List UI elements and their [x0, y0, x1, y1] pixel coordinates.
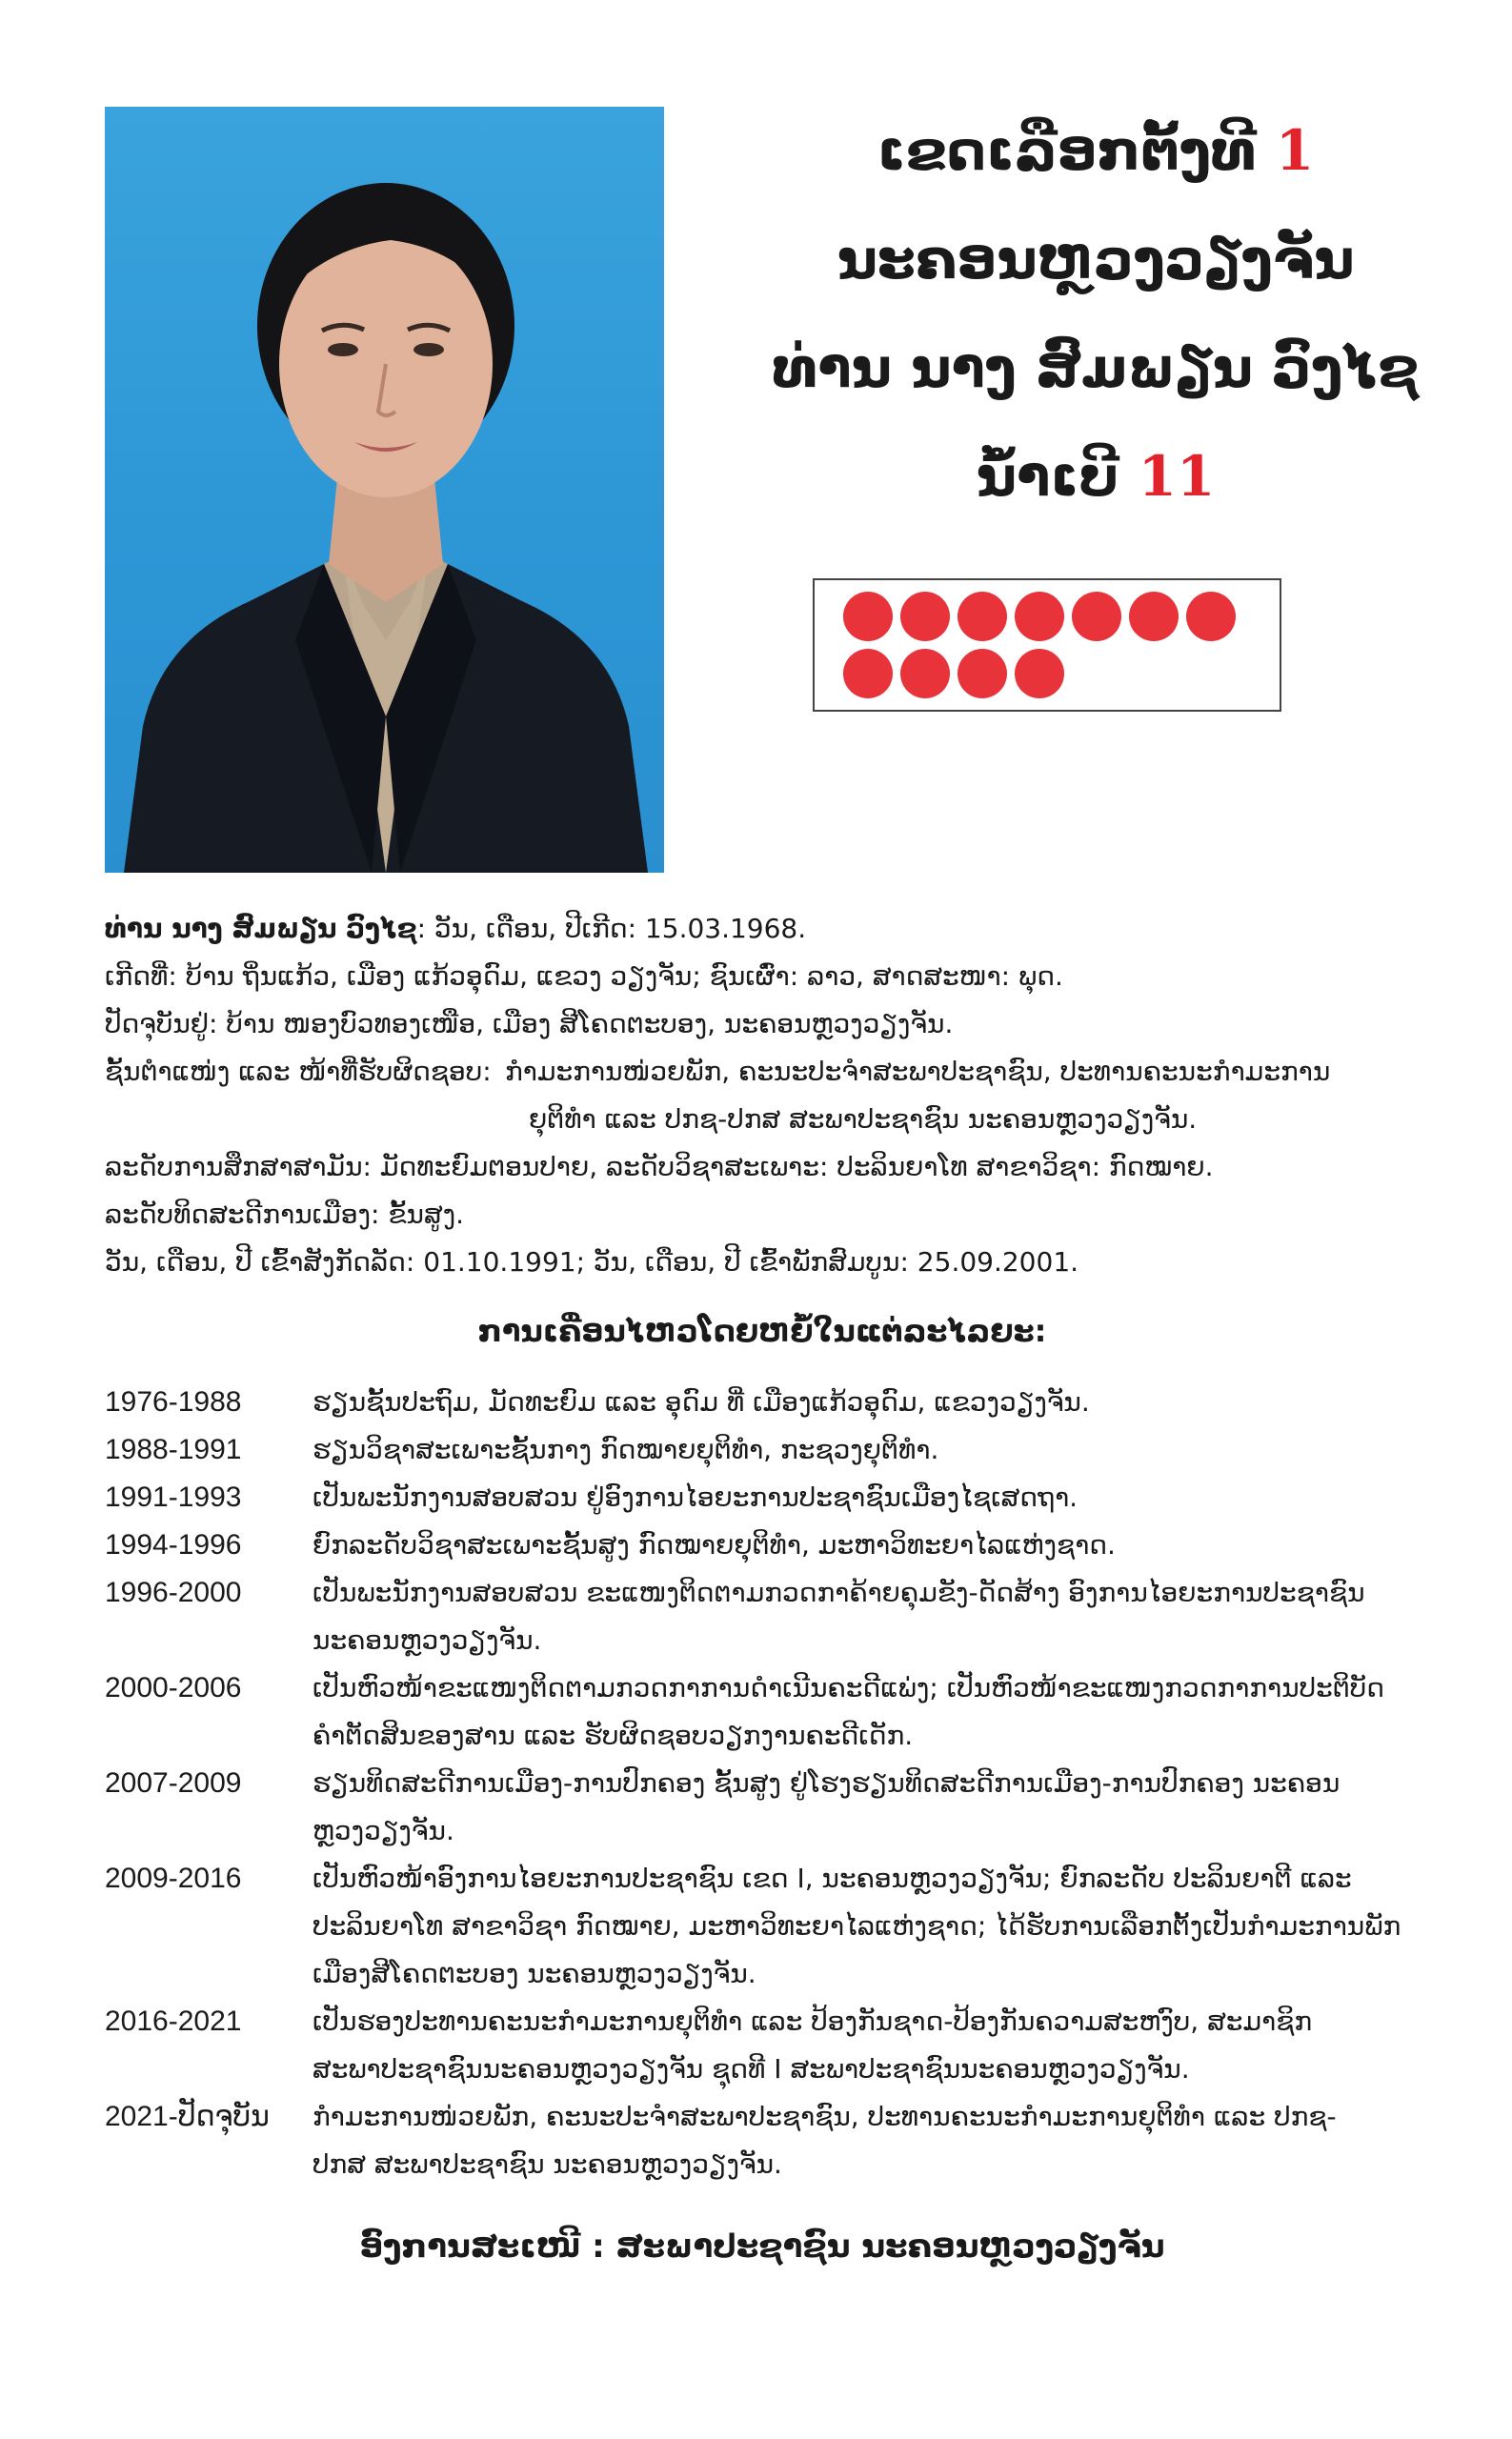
ballot-dot — [843, 649, 893, 698]
bio-political: ລະດັບທິດສະດີການເມືອງ: ຂັ້ນສູງ. — [105, 1199, 465, 1230]
candidate-number: 11 — [1138, 444, 1216, 509]
timeline-description-line: ເປັນພະນັກງານສອບສວນ ຂະແໜງຕິດຕາມກວດກາຄ້າຍຄຸມຂັງ-ດັດສ້າງ ອົງການໄອຍະການປະຊາຊົນ — [312, 1577, 1365, 1608]
candidate-photo — [105, 107, 664, 873]
candidate-number-line — [724, 440, 1467, 513]
bio-name: ທ່ານ ນາງ ສົມພຽນ ວົງໄຊ — [105, 913, 417, 944]
timeline-description-line: ປກສ ສະພາປະຊາຊົນ ນະຄອນຫຼວງວຽງຈັນ. — [312, 2148, 782, 2180]
timeline-description — [312, 1998, 1420, 2093]
bio-position-line — [105, 1048, 1420, 1096]
timeline-row — [105, 1426, 1420, 1474]
ballot-header — [724, 114, 1467, 549]
bio-residence: ປັດຈຸບັນຢູ່: ບ້ານ ໜອງບົວທອງເໜືອ, ເມືອງ ສີໂຄດຕະບອງ, ນະຄອນຫຼວງວຽງຈັນ. — [105, 1008, 954, 1039]
timeline-year: 2021-ປັດຈຸບັນ — [105, 2101, 270, 2132]
timeline-row — [105, 1569, 1420, 1664]
timeline-description — [312, 1426, 1420, 1474]
ballot-dot — [1015, 649, 1064, 698]
timeline-description-line: ເປັນຮອງປະທານຄະນະກໍາມະການຍຸຕິທໍາ ແລະ ປ້ອງກັນຊາດ-ປ້ອງກັນຄວາມສະຫງົບ, ສະມາຊິກ — [312, 2006, 1313, 2037]
timeline-year: 2007-2009 — [105, 1767, 242, 1799]
bio-education: ລະດັບການສຶກສາສາມັນ: ມັດທະຍົມຕອນປາຍ, ລະດັບວິຊາສະເພາະ: ປະລິນຍາໂທ ສາຂາວິຊາ: ກົດໝາຍ. — [105, 1151, 1214, 1182]
timeline-row — [105, 1379, 1420, 1426]
bio-membership: ວັນ, ເດືອນ, ປີ ເຂົ້າສັງກັດລັດ: 01.10.1991; ວັນ, ເດືອນ, ປີ ເຂົ້າພັກສົມບູນ: 25.09.2001. — [105, 1246, 1079, 1278]
timeline-description-line: ສະພາປະຊາຊົນນະຄອນຫຼວງວຽງຈັນ ຊຸດທີ I ສະພາປະຊາຊົນນະຄອນຫຼວງວຽງຈັນ. — [312, 2053, 1190, 2085]
ballot-dot — [1129, 592, 1179, 641]
bio-birthplace: ເກີດທີ່: ບ້ານ ຖິ່ນແກ້ວ, ເມືອງ ແກ້ວອຸດົມ, ແຂວງ ວຽງຈັນ; ຊົນເຜົ່າ: ລາວ, ສາດສະໜາ: ພຸດ. — [105, 960, 1063, 992]
bio-position-label: ຊັ້ນຕໍາແໜ່ງ ແລະ ໜ້າທີ່ຮັບຜິດຊອບ: — [105, 1056, 492, 1087]
timeline-description-line: ເປັນຫົວໜ້າຂະແໜງຕິດຕາມກວດກາການດໍາເນີນຄະດີແພ່ງ; ເປັນຫົວໜ້າຂະແໜງກວດກາການປະຕິບັດ — [312, 1672, 1385, 1703]
timeline-description-line: ຮຽນວິຊາສະເພາະຊັ້ນກາງ ກົດໝາຍຍຸຕິທໍາ, ກະຊວງຍຸຕິທໍາ. — [312, 1434, 939, 1465]
timeline-description-line: ກໍາມະການໜ່ວຍພັກ, ຄະນະປະຈໍາສະພາປະຊາຊົນ, ປະທານຄະນະກໍາມະການຍຸຕິທໍາ ແລະ ປກຊ- — [312, 2101, 1337, 2132]
timeline-year: 2000-2006 — [105, 1672, 242, 1703]
timeline-year: 1994-1996 — [105, 1529, 242, 1561]
nominating-organization: ອົງການສະເໜີ : ສະພາປະຊາຊົນ ນະຄອນຫຼວງວຽງຈັນ — [359, 2227, 1165, 2266]
biography — [105, 905, 1420, 1286]
bio-name-line — [105, 905, 1420, 953]
timeline-description-line: ເປັນຫົວໜ້າອົງການໄອຍະການປະຊາຊົນ ເຂດ I, ນະຄອນຫຼວງວຽງຈັນ; ຍົກລະດັບ ປະລິນຍາຕີ ແລະ — [312, 1863, 1352, 1894]
career-timeline — [105, 1379, 1420, 2188]
candidate-number-label: ນໍ້າເບີ — [976, 444, 1119, 509]
timeline-description — [312, 2093, 1420, 2188]
constituency-number: 1 — [1275, 118, 1315, 183]
timeline-year: 1988-1991 — [105, 1434, 242, 1465]
timeline-row — [105, 1664, 1420, 1760]
timeline-year: 1996-2000 — [105, 1577, 242, 1608]
timeline-description-line: ຮຽນຊັ້ນປະຖົມ, ມັດທະຍົມ ແລະ ອຸດົມ ທີ່ ເມືອງແກ້ວອຸດົມ, ແຂວງວຽງຈັນ. — [312, 1386, 1090, 1418]
timeline-description — [312, 1474, 1420, 1522]
timeline-description — [312, 1664, 1420, 1760]
bio-position-1: ກໍາມະການໜ່ວຍພັກ, ຄະນະປະຈໍາສະພາປະຊາຊົນ, ປະທານຄະນະກໍາມະການ — [505, 1056, 1331, 1087]
ballot-dot — [900, 649, 950, 698]
ballot-dot — [900, 592, 950, 641]
ballot-dot — [1186, 592, 1236, 641]
bio-dob: : ວັນ, ເດືອນ, ປີເກີດ: 15.03.1968. — [416, 913, 807, 944]
ballot-dots — [843, 592, 1262, 706]
timeline-description-line: ປະລິນຍາໂທ ສາຂາວິຊາ ກົດໝາຍ, ມະຫາວິທະຍາໄລແຫ່ງຊາດ; ໄດ້ຮັບການເລືອກຕັ້ງເປັນກໍາມະການພັກ — [312, 1910, 1401, 1942]
timeline-description — [312, 1569, 1420, 1664]
timeline-row — [105, 1474, 1420, 1522]
section-title: ການເຄື່ອນໄຫວໂດຍຫຍໍ້ໃນແຕ່ລະໄລຍະ: — [477, 1313, 1047, 1349]
timeline-description-line: ຍົກລະດັບວິຊາສະເພາະຊັ້ນສູງ ກົດໝາຍຍຸຕິທໍາ, ມະຫາວິທະຍາໄລແຫ່ງຊາດ. — [312, 1529, 1116, 1561]
timeline-row — [105, 1855, 1420, 1998]
timeline-row — [105, 1998, 1420, 2093]
timeline-description-line: ເມືອງສີໂຄດຕະບອງ ນະຄອນຫຼວງວຽງຈັນ. — [312, 1958, 756, 1989]
candidate-name: ທ່ານ ນາງ ສົມພຽນ ວົງໄຊ — [772, 335, 1420, 400]
city-title: ນະຄອນຫຼວງວຽງຈັນ — [837, 227, 1355, 292]
ballot-number-box — [813, 578, 1281, 712]
timeline-year: 1976-1988 — [105, 1386, 242, 1418]
bio-position-2: ຍຸຕິທໍາ ແລະ ປກຊ-ປກສ ສະພາປະຊາຊົນ ນະຄອນຫຼວງວຽງຈັນ. — [529, 1103, 1198, 1135]
timeline-description-line: ຄໍາຕັດສິນຂອງສານ ແລະ ຮັບຜິດຊອບວຽກງານຄະດີເດັກ. — [312, 1720, 914, 1751]
timeline-row — [105, 2093, 1420, 2188]
ballot-dot — [1015, 592, 1064, 641]
ballot-dot — [1072, 592, 1121, 641]
timeline-description — [312, 1522, 1420, 1569]
ballot-dot — [958, 592, 1007, 641]
timeline-description — [312, 1855, 1420, 1998]
timeline-year: 2009-2016 — [105, 1863, 242, 1894]
timeline-year: 1991-1993 — [105, 1482, 242, 1513]
timeline-row — [105, 1760, 1420, 1855]
timeline-description-line: ຫຼວງວຽງຈັນ. — [312, 1815, 454, 1846]
timeline-description-line: ນະຄອນຫຼວງວຽງຈັນ. — [312, 1624, 542, 1656]
timeline-year: 2016-2021 — [105, 2006, 242, 2037]
portrait-illustration — [105, 107, 664, 873]
constituency-label: ເຂດເລືອກຕັ້ງທີ — [877, 118, 1257, 183]
timeline-description-line: ຮຽນທິດສະດີການເມືອງ-ການປົກຄອງ ຊັ້ນສູງ ຢູ່ໂຮງຮຽນທິດສະດີການເມືອງ-ການປົກຄອງ ນະຄອນ — [312, 1767, 1341, 1799]
timeline-description — [312, 1379, 1420, 1426]
timeline-description — [312, 1760, 1420, 1855]
timeline-description-line: ເປັນພະນັກງານສອບສວນ ຢູ່ອົງການໄອຍະການປະຊາຊົນເມືອງໄຊເສດຖາ. — [312, 1482, 1079, 1513]
ballot-dot — [843, 592, 893, 641]
constituency-title — [724, 114, 1467, 187]
timeline-row — [105, 1522, 1420, 1569]
ballot-dot — [958, 649, 1007, 698]
